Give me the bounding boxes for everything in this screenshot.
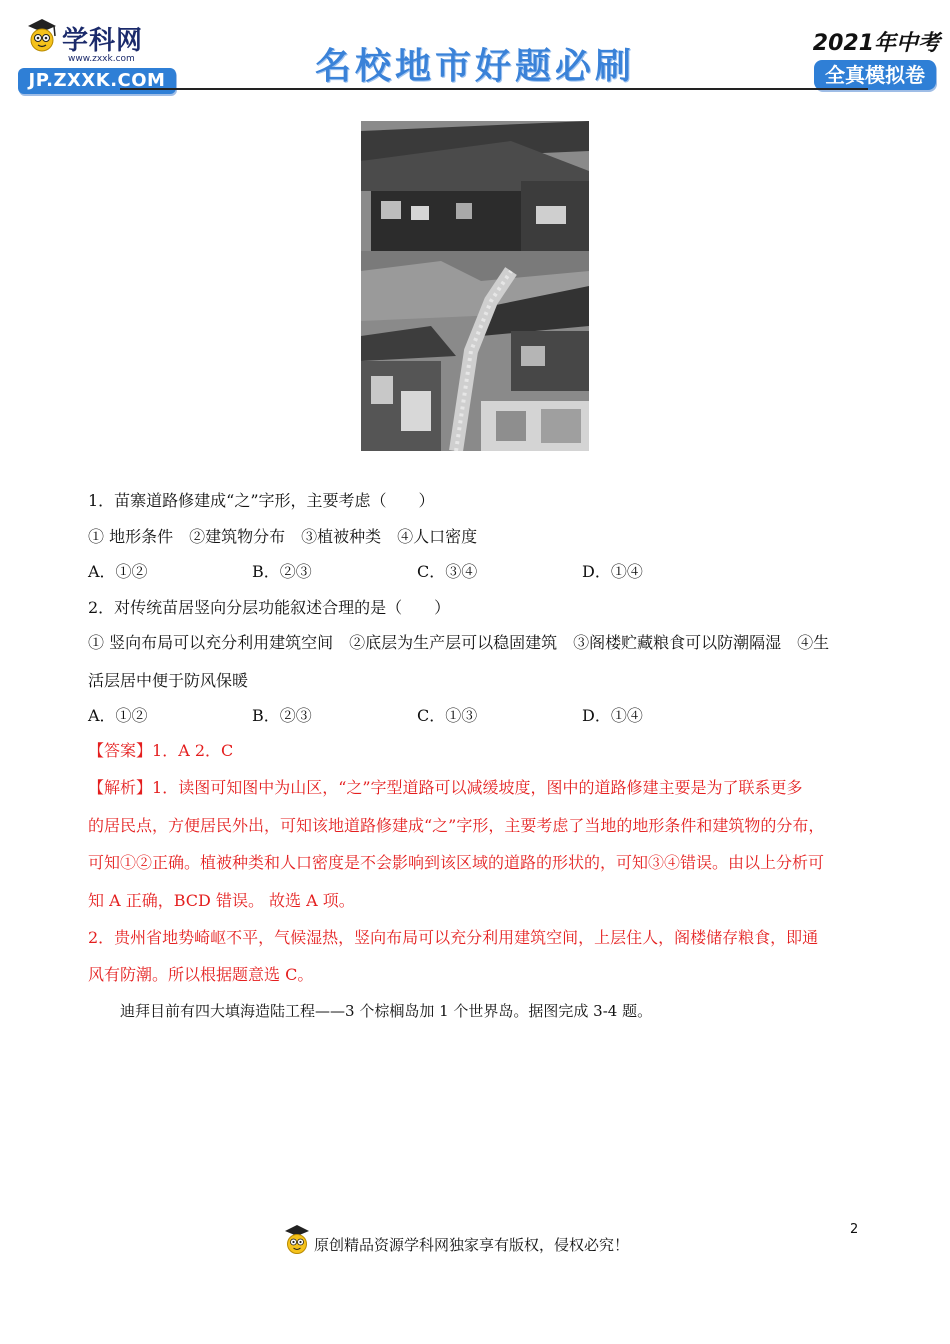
- next-section-intro: 迪拜目前有四大填海造陆工程——3 个棕榈岛加 1 个世界岛。据图完成 3-4 题。: [120, 1002, 653, 1020]
- exam-badge: 全真模拟卷: [814, 60, 936, 90]
- analysis-line-3: 可知①②正确。植被种类和人口密度是不会影响到该区域的道路的形状的，可知③④错误。由以上分析可: [88, 853, 825, 872]
- question-2-stem: 2．对传统苗居竖向分层功能叙述合理的是（ ）: [88, 598, 451, 617]
- answer-text: 1．A 2．C: [152, 741, 234, 760]
- question-2-option-d[interactable]: D．①④: [582, 706, 643, 725]
- graduate-mascot-icon: [24, 16, 60, 56]
- analysis-text-1: 1．读图可知图中为山区，“之”字型道路可以减缓坡度，图中的道路修建主要是为了联系更多: [152, 778, 803, 797]
- analysis-line-2: 的居民点，方便居民外出，可知该地道路修建成“之”字形，主要考虑了当地的地形条件和建筑物的分布，: [88, 816, 825, 835]
- question-1-option-c[interactable]: C．③④: [417, 562, 478, 581]
- question-1-statements: ① 地形条件 ②建筑物分布 ③植被种类 ④人口密度: [88, 527, 478, 546]
- question-2-statements-line-1: ① 竖向布局可以充分利用建筑空间 ②底层为生产层可以稳固建筑 ③阁楼贮藏粮食可以防潮隔湿 ④生: [88, 633, 830, 652]
- question-2-option-c[interactable]: C．①③: [417, 706, 478, 725]
- header-divider: [120, 88, 868, 90]
- copyright-notice: 原创精品资源学科网独家享有版权，侵权必究！: [314, 1236, 630, 1254]
- logo-url-text: www.zxxk.com: [68, 54, 135, 64]
- logo-badge[interactable]: JP.ZXXK.COM: [18, 68, 176, 94]
- question-1-option-d[interactable]: D．①④: [582, 562, 643, 581]
- question-1-option-b[interactable]: B．②③: [252, 562, 312, 581]
- answer-line: [88, 740, 233, 762]
- question-1-option-a[interactable]: A．①②: [88, 562, 148, 581]
- analysis-line-1: [88, 777, 803, 799]
- question-1-stem: 1．苗寨道路修建成“之”字形，主要考虑（ ）: [88, 491, 435, 510]
- answer-label: 【答案】: [88, 741, 153, 760]
- site-logo: [18, 14, 178, 96]
- question-2-statements-line-2: 活层居中便于防风保暖: [88, 671, 249, 690]
- brand-title: 名校地市好题必刷: [314, 46, 635, 87]
- question-2-option-a[interactable]: A．①②: [88, 706, 148, 725]
- analysis-label: 【解析】: [88, 778, 153, 797]
- logo-name: 学科网: [62, 26, 144, 56]
- question-2-option-b[interactable]: B．②③: [252, 706, 312, 725]
- analysis-line-6: 风有防潮。所以根据题意选 C。: [88, 965, 314, 984]
- analysis-line-4: 知 A 正确，BCD 错误。 故选 A 项。: [88, 891, 355, 910]
- analysis-line-5: 2．贵州省地势崎岖不平，气候湿热，竖向布局可以充分利用建筑空间，上层住人，阁楼储存粮食，即通: [88, 928, 819, 947]
- miao-village-photo: [361, 121, 589, 451]
- page-number: 2: [850, 1222, 859, 1237]
- exam-year: 2021年中考: [812, 31, 940, 56]
- graduate-mascot-icon: [282, 1222, 312, 1258]
